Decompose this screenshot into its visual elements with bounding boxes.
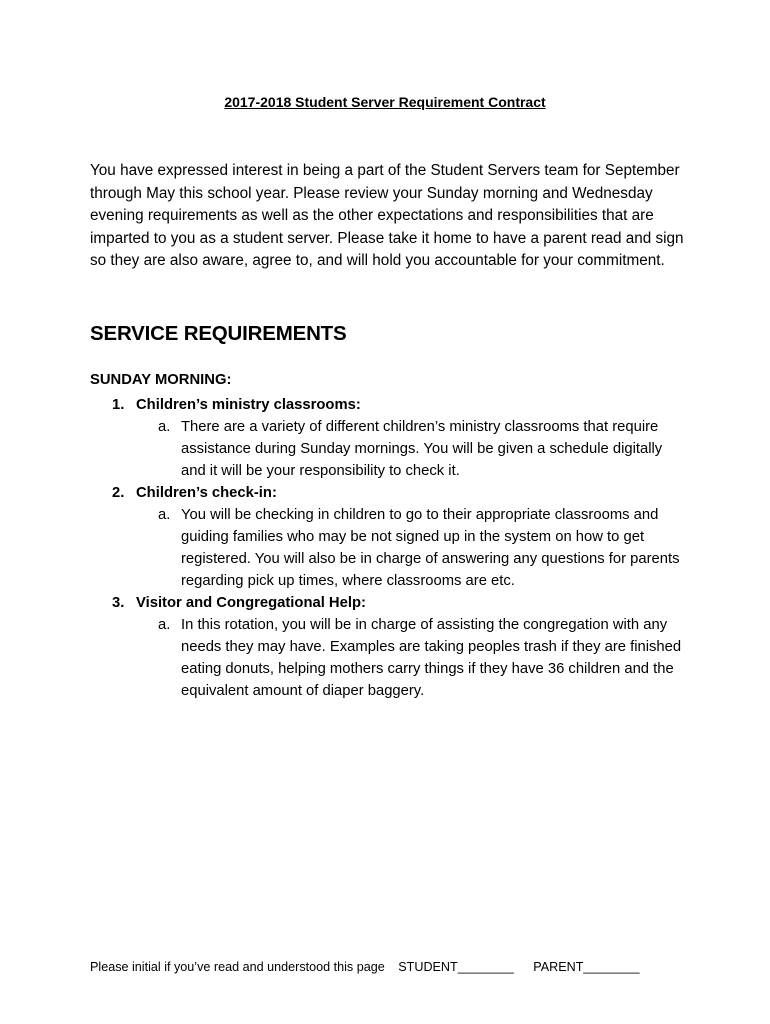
day-label: SUNDAY MORNING: xyxy=(90,372,232,388)
subitem-text: There are a variety of different children’s ministry classrooms that require assistance during Sunday mornings. You will be given a schedule digitally and it will be your responsibility to check it. xyxy=(181,419,663,479)
requirement-item xyxy=(90,482,690,592)
requirements-list xyxy=(90,394,690,702)
requirement-number: 1. xyxy=(112,397,125,413)
student-initial-field[interactable]: STUDENT________ xyxy=(398,960,514,974)
subitem-letter: a. xyxy=(158,419,171,435)
subitem-text: You will be checking in children to go to their appropriate classrooms and guiding families who may be not signed up in the system on how to get registered. You will also be in charge of answering any questions for parents regarding pick up times, where classrooms are etc. xyxy=(181,507,680,589)
page-title: 2017-2018 Student Server Requirement Contract xyxy=(224,94,546,110)
section-heading: SERVICE REQUIREMENTS xyxy=(90,322,347,345)
requirement-title: Visitor and Congregational Help: xyxy=(136,595,366,611)
requirement-number: 3. xyxy=(112,595,125,611)
requirement-heading xyxy=(90,592,690,614)
requirement-item xyxy=(90,394,690,482)
requirement-heading xyxy=(90,482,690,504)
subitem-text: In this rotation, you will be in charge of assisting the congregation with any needs they may have. Examples are taking peoples trash if they are finished eating donuts, helping mothers carry things if they have 36 children and the equivalent amount of diaper baggery. xyxy=(181,617,682,699)
subitem-letter: a. xyxy=(158,507,171,523)
requirement-subitem xyxy=(90,504,690,592)
initial-footer xyxy=(90,960,690,974)
requirement-title: Children’s ministry classrooms: xyxy=(136,397,361,413)
subitem-letter: a. xyxy=(158,617,171,633)
requirement-item xyxy=(90,592,690,702)
requirement-title: Children’s check-in: xyxy=(136,485,277,501)
requirement-subitem xyxy=(90,416,690,482)
requirement-heading xyxy=(90,394,690,416)
requirement-number: 2. xyxy=(112,485,125,501)
intro-paragraph: You have expressed interest in being a part of the Student Servers team for September through May this school year. Please review your Sunday morning and Wednesday evening requirements as well as the other expectations and responsibilities that are imparted to you as a student server. Please take it home to have a parent read and sign so they are also aware, agree to, and will hold you accountable for your commitment. xyxy=(90,162,684,269)
parent-initial-field[interactable]: PARENT________ xyxy=(533,960,640,974)
requirement-subitem xyxy=(90,614,690,702)
footer-instruction: Please initial if you’ve read and understood this page xyxy=(90,960,385,974)
